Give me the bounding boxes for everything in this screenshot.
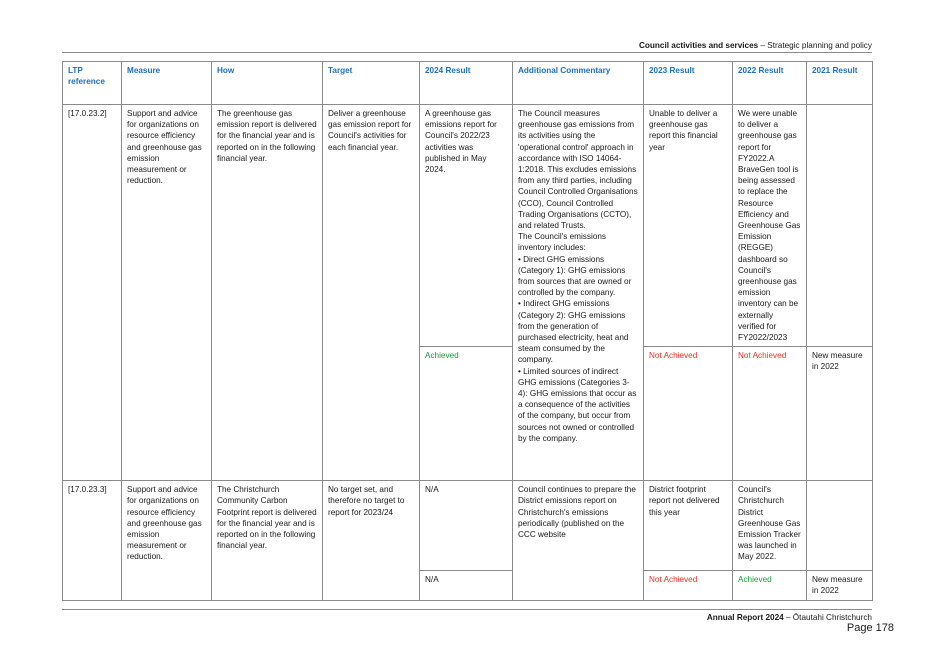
result-2023-status: Not Achieved bbox=[644, 347, 733, 481]
result-2024-status: Achieved bbox=[420, 347, 513, 481]
section-title: Council activities and services bbox=[638, 41, 759, 50]
ltp-reference: [17.0.23.2] bbox=[63, 105, 122, 481]
result-2022-status: Not Achieved bbox=[733, 347, 807, 481]
col-header: Additional Commentary bbox=[513, 62, 644, 105]
col-header: 2021 Result bbox=[807, 62, 873, 105]
how-cell: The greenhouse gas emission report is delivered for the financial year and is reported on in the following financial year. bbox=[212, 105, 323, 481]
performance-measures-table bbox=[62, 61, 873, 601]
result-2021-text bbox=[807, 105, 873, 347]
result-2022-status: Achieved bbox=[733, 571, 807, 600]
result-2021-status: New measure in 2022 bbox=[807, 347, 873, 481]
section-subtitle: – Strategic planning and policy bbox=[758, 41, 872, 50]
table-row bbox=[63, 481, 873, 571]
report-name: Annual Report 2024 bbox=[706, 613, 784, 622]
table-row bbox=[63, 105, 873, 347]
commentary-cell: The Council measures greenhouse gas emissions from its activities using the 'operational control' approach in accordance with ISO 14064-1:2018. This excludes emissions from any third parties, including Council Controlled Organisations (CCO), Council Controlled Trading Organisations (CCTO), and related Trusts. The Council's emissions inventory includes: • Direct GHG emissions (Category 1): GHG emissions from sources that are owned or controlled by the company. • Indirect GHG emissions (Category 2): GHG emissions from the generation of purchased electricity, heat and steam consumed by the company. • Limited sources of indirect GHG emissions (Categories 3-4): GHG emissions that occur as a consequence of the activities of the company, but occur from sources not owned or controlled by the company. bbox=[513, 105, 644, 481]
col-header: LTP reference bbox=[63, 62, 122, 105]
footer-divider bbox=[62, 609, 872, 610]
report-location: – Ōtautahi Christchurch bbox=[783, 613, 872, 622]
ltp-reference: [17.0.23.3] bbox=[63, 481, 122, 600]
col-header: 2024 Result bbox=[420, 62, 513, 105]
result-2022-text: Council's Christchurch District Greenhouse Gas Emission Tracker was launched in May 2022. bbox=[733, 481, 807, 571]
target-cell: Deliver a greenhouse gas emission report for Council's activities for each financial year. bbox=[323, 105, 420, 481]
measure-cell: Support and advice for organizations on resource efficiency and greenhouse gas emission measurement or reduction. bbox=[122, 105, 212, 481]
result-2023-status: Not Achieved bbox=[644, 571, 733, 600]
result-2024-status: N/A bbox=[420, 571, 513, 600]
commentary-cell: Council continues to prepare the District emissions report on Christchurch's emissions periodically (published on the CCC website bbox=[513, 481, 644, 600]
col-header: 2023 Result bbox=[644, 62, 733, 105]
result-2023-text: District footprint report not delivered this year bbox=[644, 481, 733, 571]
col-header: Target bbox=[323, 62, 420, 105]
col-header: Measure bbox=[122, 62, 212, 105]
result-2024-text: A greenhouse gas emissions report for Council's 2022/23 activities was published in May 2024. bbox=[420, 105, 513, 347]
footer-report-title bbox=[707, 613, 872, 622]
col-header: How bbox=[212, 62, 323, 105]
header-divider bbox=[62, 52, 872, 53]
result-2024-text: N/A bbox=[420, 481, 513, 571]
result-2022-text: We were unable to deliver a greenhouse gas report for FY2022.A BraveGen tool is being assessed to replace the Resource Efficiency and Greenhouse Gas Emission (REGGE) dashboard so Council's greenhouse gas emission inventory can be externally verified for FY2022/2023 bbox=[733, 105, 807, 347]
measure-cell: Support and advice for organizations on resource efficiency and greenhouse gas emission measurement or reduction. bbox=[122, 481, 212, 600]
table-header-row bbox=[63, 62, 873, 105]
page-number: Page 178 bbox=[846, 622, 894, 634]
result-2021-status: New measure in 2022 bbox=[807, 571, 873, 600]
target-cell: No target set, and therefore no target to report for 2023/24 bbox=[323, 481, 420, 600]
result-2021-text bbox=[807, 481, 873, 571]
how-cell: The Christchurch Community Carbon Footprint report is delivered for the financial year and is reported on in the following financial year. bbox=[212, 481, 323, 600]
result-2023-text: Unable to deliver a greenhouse gas report this financial year bbox=[644, 105, 733, 347]
col-header: 2022 Result bbox=[733, 62, 807, 105]
section-header bbox=[639, 41, 872, 50]
